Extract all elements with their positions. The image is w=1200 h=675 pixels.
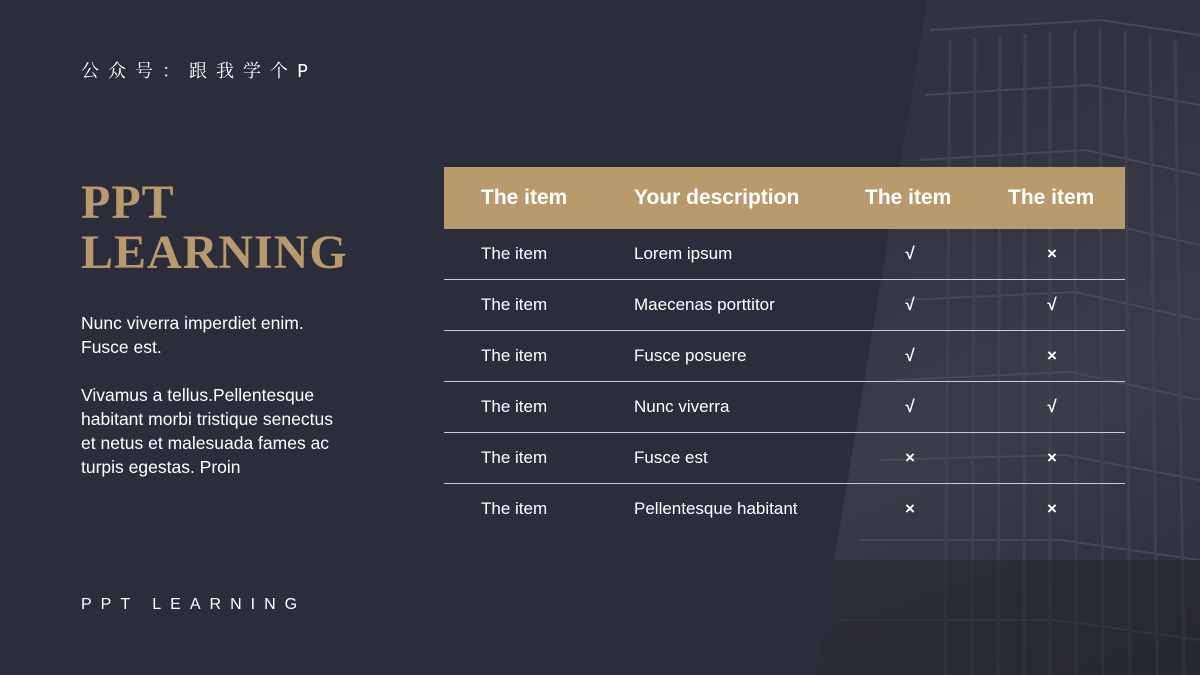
table-row <box>444 280 1125 331</box>
table-row <box>444 382 1125 433</box>
row-mark-col3: √ <box>905 244 915 263</box>
row-item: The item <box>481 448 548 467</box>
row-item: The item <box>481 295 548 314</box>
row-description: Fusce est <box>634 448 708 467</box>
row-mark-col4: √ <box>1047 397 1057 416</box>
body-paragraph-1: Nunc viverra imperdiet enim. Fusce est. <box>81 313 304 357</box>
row-mark-col4: × <box>1047 448 1057 467</box>
row-item: The item <box>481 397 548 416</box>
table-header: The item Your description The item The item <box>444 167 1125 229</box>
row-mark-col3: √ <box>905 397 915 416</box>
row-description: Nunc viverra <box>634 397 730 416</box>
row-description: Fusce posuere <box>634 346 747 365</box>
row-description: Maecenas porttitor <box>634 295 775 314</box>
comparison-table <box>444 167 1125 534</box>
page-title <box>81 178 421 278</box>
row-item: The item <box>481 499 548 518</box>
row-mark-col3: × <box>905 448 915 467</box>
row-mark-col3: √ <box>905 295 915 314</box>
table-row <box>444 484 1125 534</box>
row-item: The item <box>481 244 548 263</box>
row-mark-col4: × <box>1047 346 1057 365</box>
row-item: The item <box>481 346 548 365</box>
row-description: Lorem ipsum <box>634 244 733 263</box>
table-row <box>444 229 1125 280</box>
row-mark-col4: × <box>1047 499 1057 518</box>
body-paragraph-2: Vivamus a tellus.Pellentesque habitant morbi tristique senectus et netus et malesuada fames ac turpis egestas. Proin <box>81 385 333 477</box>
title-line-2: LEARNING <box>81 226 348 279</box>
table-row <box>444 331 1125 382</box>
row-mark-col4: √ <box>1047 295 1057 314</box>
header-cell-2: Your description <box>634 186 800 209</box>
footer-label: PPT LEARNING <box>81 596 307 613</box>
table-row <box>444 433 1125 484</box>
row-mark-col3: √ <box>905 346 915 365</box>
row-mark-col3: × <box>905 499 915 518</box>
row-mark-col4: × <box>1047 244 1057 263</box>
title-line-1: PPT <box>81 176 175 229</box>
row-description: Pellentesque habitant <box>634 499 798 518</box>
header-cell-1: The item <box>481 186 568 209</box>
header-label: 公众号：跟我学个P <box>81 61 317 82</box>
